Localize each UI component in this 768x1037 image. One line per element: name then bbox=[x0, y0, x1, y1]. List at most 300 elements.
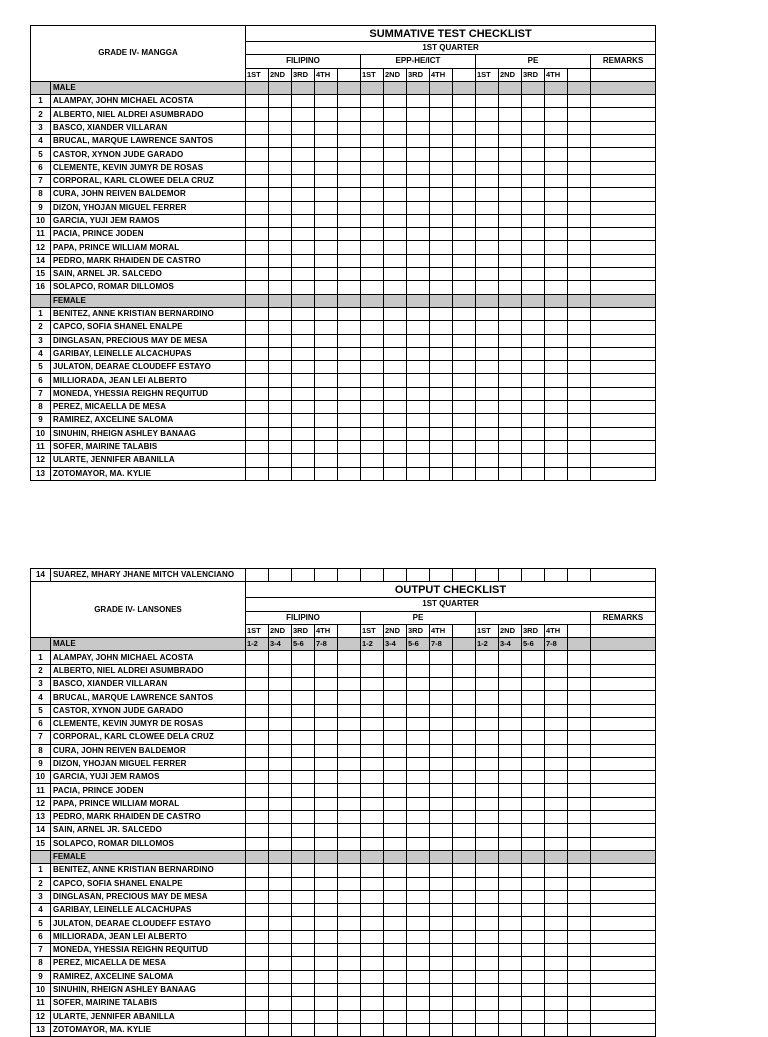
check-cell[interactable] bbox=[522, 121, 545, 134]
check-cell[interactable] bbox=[476, 678, 499, 691]
check-cell[interactable] bbox=[407, 651, 430, 664]
check-cell[interactable] bbox=[453, 347, 476, 360]
check-cell[interactable] bbox=[269, 997, 292, 1010]
check-cell[interactable] bbox=[292, 717, 315, 730]
check-cell[interactable] bbox=[407, 347, 430, 360]
check-cell[interactable] bbox=[246, 944, 269, 957]
check-cell[interactable] bbox=[384, 744, 407, 757]
check-cell[interactable] bbox=[545, 890, 568, 903]
check-cell[interactable] bbox=[499, 108, 522, 121]
check-cell[interactable] bbox=[568, 1010, 591, 1023]
check-cell[interactable] bbox=[499, 717, 522, 730]
check-cell[interactable] bbox=[545, 321, 568, 334]
check-cell[interactable] bbox=[568, 757, 591, 770]
check-cell[interactable] bbox=[361, 347, 384, 360]
check-cell[interactable] bbox=[292, 361, 315, 374]
check-cell[interactable] bbox=[476, 374, 499, 387]
check-cell[interactable] bbox=[545, 704, 568, 717]
check-cell[interactable] bbox=[269, 108, 292, 121]
check-cell[interactable] bbox=[499, 997, 522, 1010]
check-cell[interactable] bbox=[269, 917, 292, 930]
check-cell[interactable] bbox=[499, 254, 522, 267]
check-cell[interactable] bbox=[292, 334, 315, 347]
check-cell[interactable] bbox=[453, 824, 476, 837]
check-cell[interactable] bbox=[361, 214, 384, 227]
check-cell[interactable] bbox=[499, 467, 522, 480]
check-cell[interactable] bbox=[338, 678, 361, 691]
check-cell[interactable] bbox=[384, 387, 407, 400]
check-cell[interactable] bbox=[246, 890, 269, 903]
remarks-cell[interactable] bbox=[591, 744, 656, 757]
check-cell[interactable] bbox=[430, 347, 453, 360]
remarks-cell[interactable] bbox=[591, 281, 656, 294]
check-cell[interactable] bbox=[430, 837, 453, 850]
check-cell[interactable] bbox=[315, 691, 338, 704]
check-cell[interactable] bbox=[292, 757, 315, 770]
remarks-cell[interactable] bbox=[591, 121, 656, 134]
check-cell[interactable] bbox=[384, 704, 407, 717]
check-cell[interactable] bbox=[476, 254, 499, 267]
check-cell[interactable] bbox=[453, 241, 476, 254]
check-cell[interactable] bbox=[476, 281, 499, 294]
remarks-cell[interactable] bbox=[591, 347, 656, 360]
check-cell[interactable] bbox=[269, 241, 292, 254]
check-cell[interactable] bbox=[246, 651, 269, 664]
check-cell[interactable] bbox=[338, 771, 361, 784]
check-cell[interactable] bbox=[269, 95, 292, 108]
check-cell[interactable] bbox=[246, 228, 269, 241]
check-cell[interactable] bbox=[476, 361, 499, 374]
check-cell[interactable] bbox=[522, 268, 545, 281]
check-cell[interactable] bbox=[522, 944, 545, 957]
check-cell[interactable] bbox=[315, 904, 338, 917]
check-cell[interactable] bbox=[522, 135, 545, 148]
check-cell[interactable] bbox=[407, 664, 430, 677]
check-cell[interactable] bbox=[545, 334, 568, 347]
check-cell[interactable] bbox=[315, 944, 338, 957]
remarks-cell[interactable] bbox=[591, 174, 656, 187]
check-cell[interactable] bbox=[407, 904, 430, 917]
check-cell[interactable] bbox=[269, 864, 292, 877]
check-cell[interactable] bbox=[384, 569, 407, 582]
check-cell[interactable] bbox=[246, 837, 269, 850]
check-cell[interactable] bbox=[545, 254, 568, 267]
check-cell[interactable] bbox=[338, 214, 361, 227]
check-cell[interactable] bbox=[384, 904, 407, 917]
check-cell[interactable] bbox=[361, 454, 384, 467]
check-cell[interactable] bbox=[522, 374, 545, 387]
remarks-cell[interactable] bbox=[591, 361, 656, 374]
check-cell[interactable] bbox=[453, 983, 476, 996]
check-cell[interactable] bbox=[407, 241, 430, 254]
check-cell[interactable] bbox=[568, 744, 591, 757]
check-cell[interactable] bbox=[453, 904, 476, 917]
check-cell[interactable] bbox=[545, 997, 568, 1010]
check-cell[interactable] bbox=[292, 467, 315, 480]
check-cell[interactable] bbox=[292, 811, 315, 824]
check-cell[interactable] bbox=[338, 334, 361, 347]
check-cell[interactable] bbox=[476, 321, 499, 334]
check-cell[interactable] bbox=[499, 174, 522, 187]
check-cell[interactable] bbox=[384, 201, 407, 214]
check-cell[interactable] bbox=[453, 95, 476, 108]
check-cell[interactable] bbox=[568, 717, 591, 730]
remarks-cell[interactable] bbox=[591, 254, 656, 267]
check-cell[interactable] bbox=[315, 440, 338, 453]
check-cell[interactable] bbox=[246, 254, 269, 267]
check-cell[interactable] bbox=[269, 214, 292, 227]
check-cell[interactable] bbox=[407, 784, 430, 797]
check-cell[interactable] bbox=[476, 997, 499, 1010]
remarks-cell[interactable] bbox=[591, 148, 656, 161]
check-cell[interactable] bbox=[361, 691, 384, 704]
check-cell[interactable] bbox=[568, 387, 591, 400]
check-cell[interactable] bbox=[338, 268, 361, 281]
check-cell[interactable] bbox=[453, 361, 476, 374]
check-cell[interactable] bbox=[338, 454, 361, 467]
check-cell[interactable] bbox=[568, 254, 591, 267]
check-cell[interactable] bbox=[292, 108, 315, 121]
check-cell[interactable] bbox=[476, 307, 499, 320]
check-cell[interactable] bbox=[522, 228, 545, 241]
check-cell[interactable] bbox=[453, 214, 476, 227]
check-cell[interactable] bbox=[315, 997, 338, 1010]
check-cell[interactable] bbox=[499, 784, 522, 797]
check-cell[interactable] bbox=[269, 877, 292, 890]
check-cell[interactable] bbox=[384, 797, 407, 810]
check-cell[interactable] bbox=[476, 161, 499, 174]
check-cell[interactable] bbox=[384, 121, 407, 134]
check-cell[interactable] bbox=[545, 731, 568, 744]
check-cell[interactable] bbox=[384, 321, 407, 334]
check-cell[interactable] bbox=[522, 361, 545, 374]
check-cell[interactable] bbox=[407, 414, 430, 427]
check-cell[interactable] bbox=[269, 771, 292, 784]
check-cell[interactable] bbox=[292, 148, 315, 161]
check-cell[interactable] bbox=[545, 678, 568, 691]
check-cell[interactable] bbox=[246, 161, 269, 174]
remarks-cell[interactable] bbox=[591, 757, 656, 770]
check-cell[interactable] bbox=[430, 121, 453, 134]
check-cell[interactable] bbox=[499, 440, 522, 453]
check-cell[interactable] bbox=[361, 467, 384, 480]
check-cell[interactable] bbox=[315, 374, 338, 387]
check-cell[interactable] bbox=[545, 757, 568, 770]
check-cell[interactable] bbox=[453, 957, 476, 970]
check-cell[interactable] bbox=[338, 188, 361, 201]
check-cell[interactable] bbox=[499, 824, 522, 837]
check-cell[interactable] bbox=[476, 188, 499, 201]
check-cell[interactable] bbox=[315, 95, 338, 108]
check-cell[interactable] bbox=[384, 664, 407, 677]
check-cell[interactable] bbox=[269, 427, 292, 440]
check-cell[interactable] bbox=[292, 678, 315, 691]
check-cell[interactable] bbox=[453, 1010, 476, 1023]
check-cell[interactable] bbox=[361, 731, 384, 744]
check-cell[interactable] bbox=[361, 401, 384, 414]
check-cell[interactable] bbox=[361, 704, 384, 717]
check-cell[interactable] bbox=[476, 95, 499, 108]
check-cell[interactable] bbox=[246, 824, 269, 837]
check-cell[interactable] bbox=[568, 121, 591, 134]
check-cell[interactable] bbox=[361, 717, 384, 730]
check-cell[interactable] bbox=[545, 771, 568, 784]
check-cell[interactable] bbox=[499, 771, 522, 784]
check-cell[interactable] bbox=[522, 757, 545, 770]
remarks-cell[interactable] bbox=[591, 268, 656, 281]
check-cell[interactable] bbox=[361, 161, 384, 174]
check-cell[interactable] bbox=[453, 890, 476, 903]
check-cell[interactable] bbox=[453, 108, 476, 121]
check-cell[interactable] bbox=[568, 414, 591, 427]
check-cell[interactable] bbox=[338, 467, 361, 480]
check-cell[interactable] bbox=[315, 281, 338, 294]
check-cell[interactable] bbox=[522, 241, 545, 254]
check-cell[interactable] bbox=[453, 771, 476, 784]
check-cell[interactable] bbox=[269, 374, 292, 387]
check-cell[interactable] bbox=[545, 241, 568, 254]
check-cell[interactable] bbox=[384, 174, 407, 187]
check-cell[interactable] bbox=[499, 944, 522, 957]
check-cell[interactable] bbox=[453, 970, 476, 983]
check-cell[interactable] bbox=[338, 174, 361, 187]
check-cell[interactable] bbox=[430, 797, 453, 810]
check-cell[interactable] bbox=[499, 148, 522, 161]
check-cell[interactable] bbox=[407, 837, 430, 850]
check-cell[interactable] bbox=[246, 930, 269, 943]
check-cell[interactable] bbox=[499, 731, 522, 744]
check-cell[interactable] bbox=[476, 174, 499, 187]
check-cell[interactable] bbox=[568, 811, 591, 824]
check-cell[interactable] bbox=[453, 174, 476, 187]
check-cell[interactable] bbox=[545, 691, 568, 704]
remarks-cell[interactable] bbox=[591, 651, 656, 664]
check-cell[interactable] bbox=[476, 784, 499, 797]
check-cell[interactable] bbox=[522, 1010, 545, 1023]
remarks-cell[interactable] bbox=[591, 678, 656, 691]
check-cell[interactable] bbox=[476, 268, 499, 281]
check-cell[interactable] bbox=[430, 334, 453, 347]
check-cell[interactable] bbox=[407, 427, 430, 440]
check-cell[interactable] bbox=[292, 374, 315, 387]
check-cell[interactable] bbox=[545, 877, 568, 890]
check-cell[interactable] bbox=[545, 983, 568, 996]
check-cell[interactable] bbox=[384, 281, 407, 294]
check-cell[interactable] bbox=[476, 228, 499, 241]
check-cell[interactable] bbox=[499, 281, 522, 294]
check-cell[interactable] bbox=[522, 983, 545, 996]
check-cell[interactable] bbox=[430, 917, 453, 930]
check-cell[interactable] bbox=[476, 664, 499, 677]
check-cell[interactable] bbox=[453, 691, 476, 704]
check-cell[interactable] bbox=[522, 95, 545, 108]
check-cell[interactable] bbox=[407, 944, 430, 957]
check-cell[interactable] bbox=[246, 691, 269, 704]
check-cell[interactable] bbox=[568, 321, 591, 334]
check-cell[interactable] bbox=[522, 427, 545, 440]
check-cell[interactable] bbox=[338, 824, 361, 837]
check-cell[interactable] bbox=[384, 307, 407, 320]
check-cell[interactable] bbox=[292, 387, 315, 400]
check-cell[interactable] bbox=[246, 268, 269, 281]
check-cell[interactable] bbox=[453, 414, 476, 427]
check-cell[interactable] bbox=[430, 374, 453, 387]
check-cell[interactable] bbox=[338, 784, 361, 797]
check-cell[interactable] bbox=[407, 454, 430, 467]
check-cell[interactable] bbox=[453, 569, 476, 582]
check-cell[interactable] bbox=[292, 161, 315, 174]
check-cell[interactable] bbox=[246, 704, 269, 717]
check-cell[interactable] bbox=[453, 135, 476, 148]
check-cell[interactable] bbox=[499, 1010, 522, 1023]
check-cell[interactable] bbox=[315, 678, 338, 691]
check-cell[interactable] bbox=[499, 188, 522, 201]
check-cell[interactable] bbox=[453, 148, 476, 161]
check-cell[interactable] bbox=[338, 201, 361, 214]
check-cell[interactable] bbox=[430, 944, 453, 957]
check-cell[interactable] bbox=[269, 387, 292, 400]
check-cell[interactable] bbox=[499, 414, 522, 427]
check-cell[interactable] bbox=[499, 307, 522, 320]
check-cell[interactable] bbox=[361, 387, 384, 400]
check-cell[interactable] bbox=[430, 904, 453, 917]
check-cell[interactable] bbox=[315, 824, 338, 837]
check-cell[interactable] bbox=[292, 864, 315, 877]
check-cell[interactable] bbox=[476, 569, 499, 582]
check-cell[interactable] bbox=[522, 454, 545, 467]
remarks-cell[interactable] bbox=[591, 414, 656, 427]
check-cell[interactable] bbox=[476, 824, 499, 837]
check-cell[interactable] bbox=[476, 121, 499, 134]
check-cell[interactable] bbox=[361, 824, 384, 837]
check-cell[interactable] bbox=[246, 957, 269, 970]
check-cell[interactable] bbox=[430, 784, 453, 797]
check-cell[interactable] bbox=[361, 1023, 384, 1036]
check-cell[interactable] bbox=[545, 268, 568, 281]
check-cell[interactable] bbox=[269, 569, 292, 582]
check-cell[interactable] bbox=[545, 414, 568, 427]
remarks-cell[interactable] bbox=[591, 983, 656, 996]
check-cell[interactable] bbox=[476, 957, 499, 970]
remarks-cell[interactable] bbox=[591, 108, 656, 121]
remarks-cell[interactable] bbox=[591, 307, 656, 320]
check-cell[interactable] bbox=[430, 877, 453, 890]
check-cell[interactable] bbox=[430, 1023, 453, 1036]
check-cell[interactable] bbox=[292, 970, 315, 983]
check-cell[interactable] bbox=[522, 254, 545, 267]
check-cell[interactable] bbox=[315, 321, 338, 334]
check-cell[interactable] bbox=[315, 427, 338, 440]
check-cell[interactable] bbox=[407, 268, 430, 281]
check-cell[interactable] bbox=[338, 797, 361, 810]
check-cell[interactable] bbox=[430, 890, 453, 903]
check-cell[interactable] bbox=[430, 148, 453, 161]
check-cell[interactable] bbox=[545, 797, 568, 810]
check-cell[interactable] bbox=[338, 704, 361, 717]
check-cell[interactable] bbox=[499, 917, 522, 930]
check-cell[interactable] bbox=[246, 95, 269, 108]
check-cell[interactable] bbox=[292, 188, 315, 201]
check-cell[interactable] bbox=[453, 944, 476, 957]
check-cell[interactable] bbox=[568, 731, 591, 744]
check-cell[interactable] bbox=[315, 811, 338, 824]
check-cell[interactable] bbox=[384, 401, 407, 414]
check-cell[interactable] bbox=[292, 281, 315, 294]
check-cell[interactable] bbox=[407, 1023, 430, 1036]
check-cell[interactable] bbox=[338, 997, 361, 1010]
remarks-cell[interactable] bbox=[591, 1010, 656, 1023]
check-cell[interactable] bbox=[522, 744, 545, 757]
check-cell[interactable] bbox=[545, 201, 568, 214]
check-cell[interactable] bbox=[476, 201, 499, 214]
check-cell[interactable] bbox=[430, 161, 453, 174]
check-cell[interactable] bbox=[361, 757, 384, 770]
check-cell[interactable] bbox=[476, 1010, 499, 1023]
check-cell[interactable] bbox=[545, 917, 568, 930]
check-cell[interactable] bbox=[407, 188, 430, 201]
check-cell[interactable] bbox=[568, 281, 591, 294]
check-cell[interactable] bbox=[338, 121, 361, 134]
check-cell[interactable] bbox=[384, 228, 407, 241]
check-cell[interactable] bbox=[384, 214, 407, 227]
remarks-cell[interactable] bbox=[591, 214, 656, 227]
check-cell[interactable] bbox=[338, 414, 361, 427]
check-cell[interactable] bbox=[315, 1010, 338, 1023]
check-cell[interactable] bbox=[568, 440, 591, 453]
check-cell[interactable] bbox=[246, 771, 269, 784]
check-cell[interactable] bbox=[292, 930, 315, 943]
check-cell[interactable] bbox=[568, 837, 591, 850]
check-cell[interactable] bbox=[499, 757, 522, 770]
check-cell[interactable] bbox=[338, 95, 361, 108]
check-cell[interactable] bbox=[568, 797, 591, 810]
check-cell[interactable] bbox=[499, 890, 522, 903]
check-cell[interactable] bbox=[384, 957, 407, 970]
check-cell[interactable] bbox=[453, 454, 476, 467]
check-cell[interactable] bbox=[292, 201, 315, 214]
check-cell[interactable] bbox=[545, 930, 568, 943]
check-cell[interactable] bbox=[292, 1010, 315, 1023]
check-cell[interactable] bbox=[269, 347, 292, 360]
check-cell[interactable] bbox=[315, 135, 338, 148]
check-cell[interactable] bbox=[499, 241, 522, 254]
check-cell[interactable] bbox=[407, 970, 430, 983]
check-cell[interactable] bbox=[361, 837, 384, 850]
check-cell[interactable] bbox=[545, 824, 568, 837]
check-cell[interactable] bbox=[338, 374, 361, 387]
check-cell[interactable] bbox=[453, 161, 476, 174]
check-cell[interactable] bbox=[522, 188, 545, 201]
check-cell[interactable] bbox=[338, 161, 361, 174]
check-cell[interactable] bbox=[453, 387, 476, 400]
check-cell[interactable] bbox=[430, 467, 453, 480]
check-cell[interactable] bbox=[453, 651, 476, 664]
check-cell[interactable] bbox=[384, 361, 407, 374]
check-cell[interactable] bbox=[522, 970, 545, 983]
check-cell[interactable] bbox=[246, 784, 269, 797]
check-cell[interactable] bbox=[315, 983, 338, 996]
check-cell[interactable] bbox=[407, 678, 430, 691]
check-cell[interactable] bbox=[338, 890, 361, 903]
check-cell[interactable] bbox=[407, 281, 430, 294]
check-cell[interactable] bbox=[269, 944, 292, 957]
check-cell[interactable] bbox=[292, 347, 315, 360]
check-cell[interactable] bbox=[430, 930, 453, 943]
check-cell[interactable] bbox=[407, 1010, 430, 1023]
remarks-cell[interactable] bbox=[591, 241, 656, 254]
check-cell[interactable] bbox=[430, 569, 453, 582]
check-cell[interactable] bbox=[269, 148, 292, 161]
